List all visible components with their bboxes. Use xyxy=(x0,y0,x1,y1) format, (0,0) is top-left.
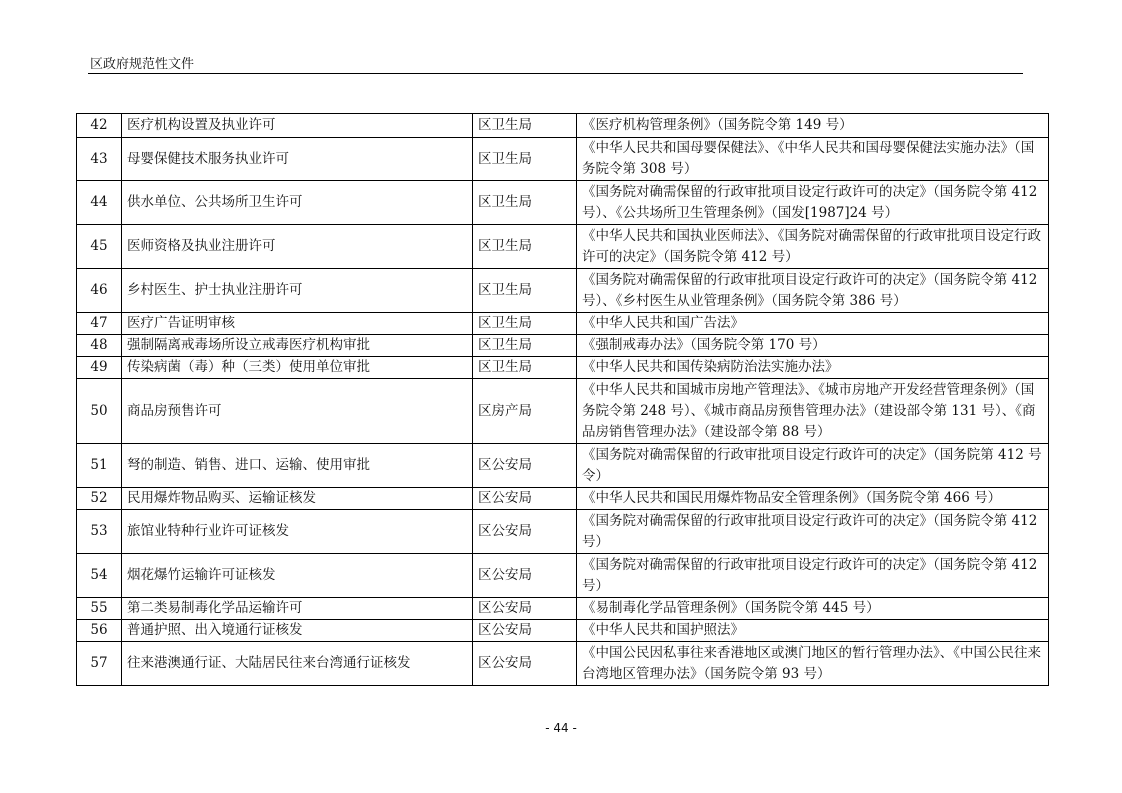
table-row xyxy=(77,335,1049,357)
department: 区房产局 xyxy=(473,379,577,444)
legal-basis: 《国务院对确需保留的行政审批项目设定行政许可的决定》（国务院第 412 号令） xyxy=(577,444,1049,488)
department: 区卫生局 xyxy=(473,313,577,335)
department: 区公安局 xyxy=(473,488,577,510)
table-row xyxy=(77,554,1049,598)
legal-basis: 《国务院对确需保留的行政审批项目设定行政许可的决定》（国务院令第 412 号） xyxy=(577,554,1049,598)
legal-basis: 《医疗机构管理条例》（国务院令第 149 号） xyxy=(577,114,1049,138)
department: 区卫生局 xyxy=(473,225,577,269)
row-number: 56 xyxy=(77,620,122,642)
item-name: 商品房预售许可 xyxy=(122,379,473,444)
item-name: 往来港澳通行证、大陆居民往来台湾通行证核发 xyxy=(122,642,473,686)
row-number: 53 xyxy=(77,510,122,554)
department: 区公安局 xyxy=(473,620,577,642)
legal-basis: 《中华人民共和国城市房地产管理法》、《城市房地产开发经营管理条例》（国务院令第 248 号）、《城市商品房预售管理办法》（建设部令第 131 号）、《商品房销售管理办法》（建设部令第 88 号） xyxy=(577,379,1049,444)
table-row xyxy=(77,444,1049,488)
item-name: 传染病菌（毒）种（三类）使用单位审批 xyxy=(122,357,473,379)
item-name: 医疗机构设置及执业许可 xyxy=(122,114,473,138)
table-row xyxy=(77,269,1049,313)
row-number: 57 xyxy=(77,642,122,686)
department: 区卫生局 xyxy=(473,114,577,138)
department: 区卫生局 xyxy=(473,357,577,379)
item-name: 烟花爆竹运输许可证核发 xyxy=(122,554,473,598)
legal-basis: 《中华人民共和国执业医师法》、《国务院对确需保留的行政审批项目设定行政许可的决定》（国务院令第 412 号） xyxy=(577,225,1049,269)
row-number: 47 xyxy=(77,313,122,335)
item-name: 第二类易制毒化学品运输许可 xyxy=(122,598,473,620)
department: 区公安局 xyxy=(473,444,577,488)
item-name: 普通护照、出入境通行证核发 xyxy=(122,620,473,642)
row-number: 45 xyxy=(77,225,122,269)
item-name: 强制隔离戒毒场所设立戒毒医疗机构审批 xyxy=(122,335,473,357)
item-name: 医疗广告证明审核 xyxy=(122,313,473,335)
legal-basis: 《国务院对确需保留的行政审批项目设定行政许可的决定》（国务院令第 412 号）、《公共场所卫生管理条例》（国发[1987]24 号） xyxy=(577,181,1049,225)
table-row xyxy=(77,138,1049,181)
table-row xyxy=(77,181,1049,225)
table-row xyxy=(77,620,1049,642)
row-number: 55 xyxy=(77,598,122,620)
row-number: 54 xyxy=(77,554,122,598)
legal-basis: 《中华人民共和国广告法》 xyxy=(577,313,1049,335)
row-number: 49 xyxy=(77,357,122,379)
item-name: 乡村医生、护士执业注册许可 xyxy=(122,269,473,313)
table-row xyxy=(77,357,1049,379)
item-name: 医师资格及执业注册许可 xyxy=(122,225,473,269)
item-name: 旅馆业特种行业许可证核发 xyxy=(122,510,473,554)
approval-items-table xyxy=(76,113,1049,686)
legal-basis: 《中华人民共和国传染病防治法实施办法》 xyxy=(577,357,1049,379)
row-number: 51 xyxy=(77,444,122,488)
table-row xyxy=(77,114,1049,138)
row-number: 43 xyxy=(77,138,122,181)
row-number: 50 xyxy=(77,379,122,444)
department: 区卫生局 xyxy=(473,181,577,225)
table-row xyxy=(77,510,1049,554)
legal-basis: 《国务院对确需保留的行政审批项目设定行政许可的决定》（国务院令第 412 号） xyxy=(577,510,1049,554)
department: 区公安局 xyxy=(473,642,577,686)
item-name: 民用爆炸物品购买、运输证核发 xyxy=(122,488,473,510)
row-number: 42 xyxy=(77,114,122,138)
department: 区卫生局 xyxy=(473,269,577,313)
department: 区卫生局 xyxy=(473,335,577,357)
header-divider xyxy=(88,73,1023,74)
legal-basis: 《中华人民共和国母婴保健法》、《中华人民共和国母婴保健法实施办法》（国务院令第 308 号） xyxy=(577,138,1049,181)
row-number: 46 xyxy=(77,269,122,313)
legal-basis: 《易制毒化学品管理条例》（国务院令第 445 号） xyxy=(577,598,1049,620)
row-number: 48 xyxy=(77,335,122,357)
department: 区公安局 xyxy=(473,598,577,620)
table-row xyxy=(77,598,1049,620)
row-number: 52 xyxy=(77,488,122,510)
department: 区卫生局 xyxy=(473,138,577,181)
table-row xyxy=(77,313,1049,335)
legal-basis: 《强制戒毒办法》（国务院令第 170 号） xyxy=(577,335,1049,357)
page-number: - 44 - xyxy=(545,721,577,735)
document-header-title: 区政府规范性文件 xyxy=(90,57,195,72)
item-name: 供水单位、公共场所卫生许可 xyxy=(122,181,473,225)
item-name: 弩的制造、销售、进口、运输、使用审批 xyxy=(122,444,473,488)
table-row xyxy=(77,379,1049,444)
item-name: 母婴保健技术服务执业许可 xyxy=(122,138,473,181)
legal-basis: 《国务院对确需保留的行政审批项目设定行政许可的决定》（国务院令第 412 号）、《乡村医生从业管理条例》（国务院令第 386 号） xyxy=(577,269,1049,313)
table-row xyxy=(77,642,1049,686)
legal-basis: 《中国公民因私事往来香港地区或澳门地区的暂行管理办法》、《中国公民往来台湾地区管理办法》（国务院令第 93 号） xyxy=(577,642,1049,686)
department: 区公安局 xyxy=(473,510,577,554)
table-row xyxy=(77,488,1049,510)
department: 区公安局 xyxy=(473,554,577,598)
legal-basis: 《中华人民共和国护照法》 xyxy=(577,620,1049,642)
table-row xyxy=(77,225,1049,269)
legal-basis: 《中华人民共和国民用爆炸物品安全管理条例》（国务院令第 466 号） xyxy=(577,488,1049,510)
row-number: 44 xyxy=(77,181,122,225)
